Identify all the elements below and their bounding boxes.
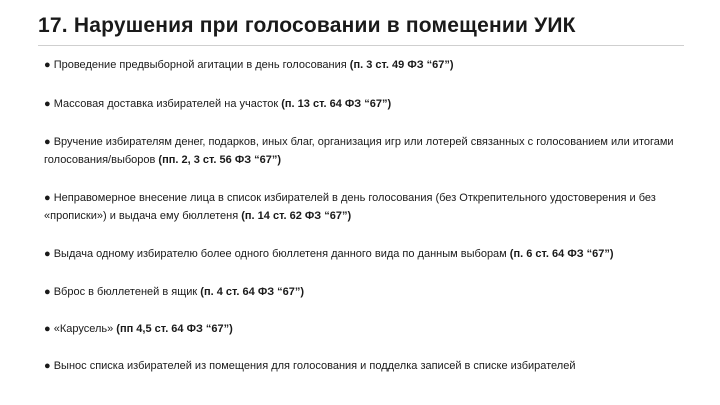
law-reference: (пп. 2, 3 ст. 56 ФЗ “67”) — [158, 154, 282, 166]
list-item — [44, 245, 684, 263]
list-item — [44, 95, 684, 113]
title-divider — [38, 45, 684, 46]
item-text: ● Вручение избирателям денег, подарков, иных благ, организация игр или лотерей связанных с голосованием или итогами голосования/выборов — [44, 136, 674, 166]
list-item — [44, 133, 684, 169]
item-text: ● Вынос списка избирателей из помещения для голосования и подделка записей в списке избирателей — [44, 360, 576, 372]
law-reference: (пп 4,5 ст. 64 ФЗ “67”) — [116, 323, 233, 335]
item-text: ● «Карусель» — [44, 323, 117, 335]
item-text: ● Массовая доставка избирателей на участок — [44, 98, 282, 110]
item-text: ● Вброс в бюллетеней в ящик — [44, 286, 201, 298]
item-text: ● Проведение предвыборной агитации в день голосования — [44, 59, 350, 71]
law-reference: (п. 3 ст. 49 ФЗ “67”) — [349, 59, 454, 71]
list-item — [44, 189, 684, 225]
page-title: 17. Нарушения при голосовании в помещении УИК — [38, 14, 576, 37]
law-reference: (п. 14 ст. 62 ФЗ “67”) — [241, 210, 352, 222]
item-text: ● Выдача одному избирателю более одного бюллетеня данного вида по данным выборам — [44, 248, 510, 260]
list-item — [44, 320, 684, 338]
list-item — [44, 56, 684, 74]
law-reference: (п. 4 ст. 64 ФЗ “67”) — [200, 286, 305, 298]
list-item — [44, 283, 684, 301]
law-reference: (п. 13 ст. 64 ФЗ “67”) — [281, 98, 392, 110]
item-text: ● Неправомерное внесение лица в список избирателей в день голосования (без Открепительного удостоверения и без «прописки») и выдача ему бюллетеня — [44, 192, 656, 222]
law-reference: (п. 6 ст. 64 ФЗ “67”) — [509, 248, 614, 260]
list-item — [44, 357, 684, 375]
